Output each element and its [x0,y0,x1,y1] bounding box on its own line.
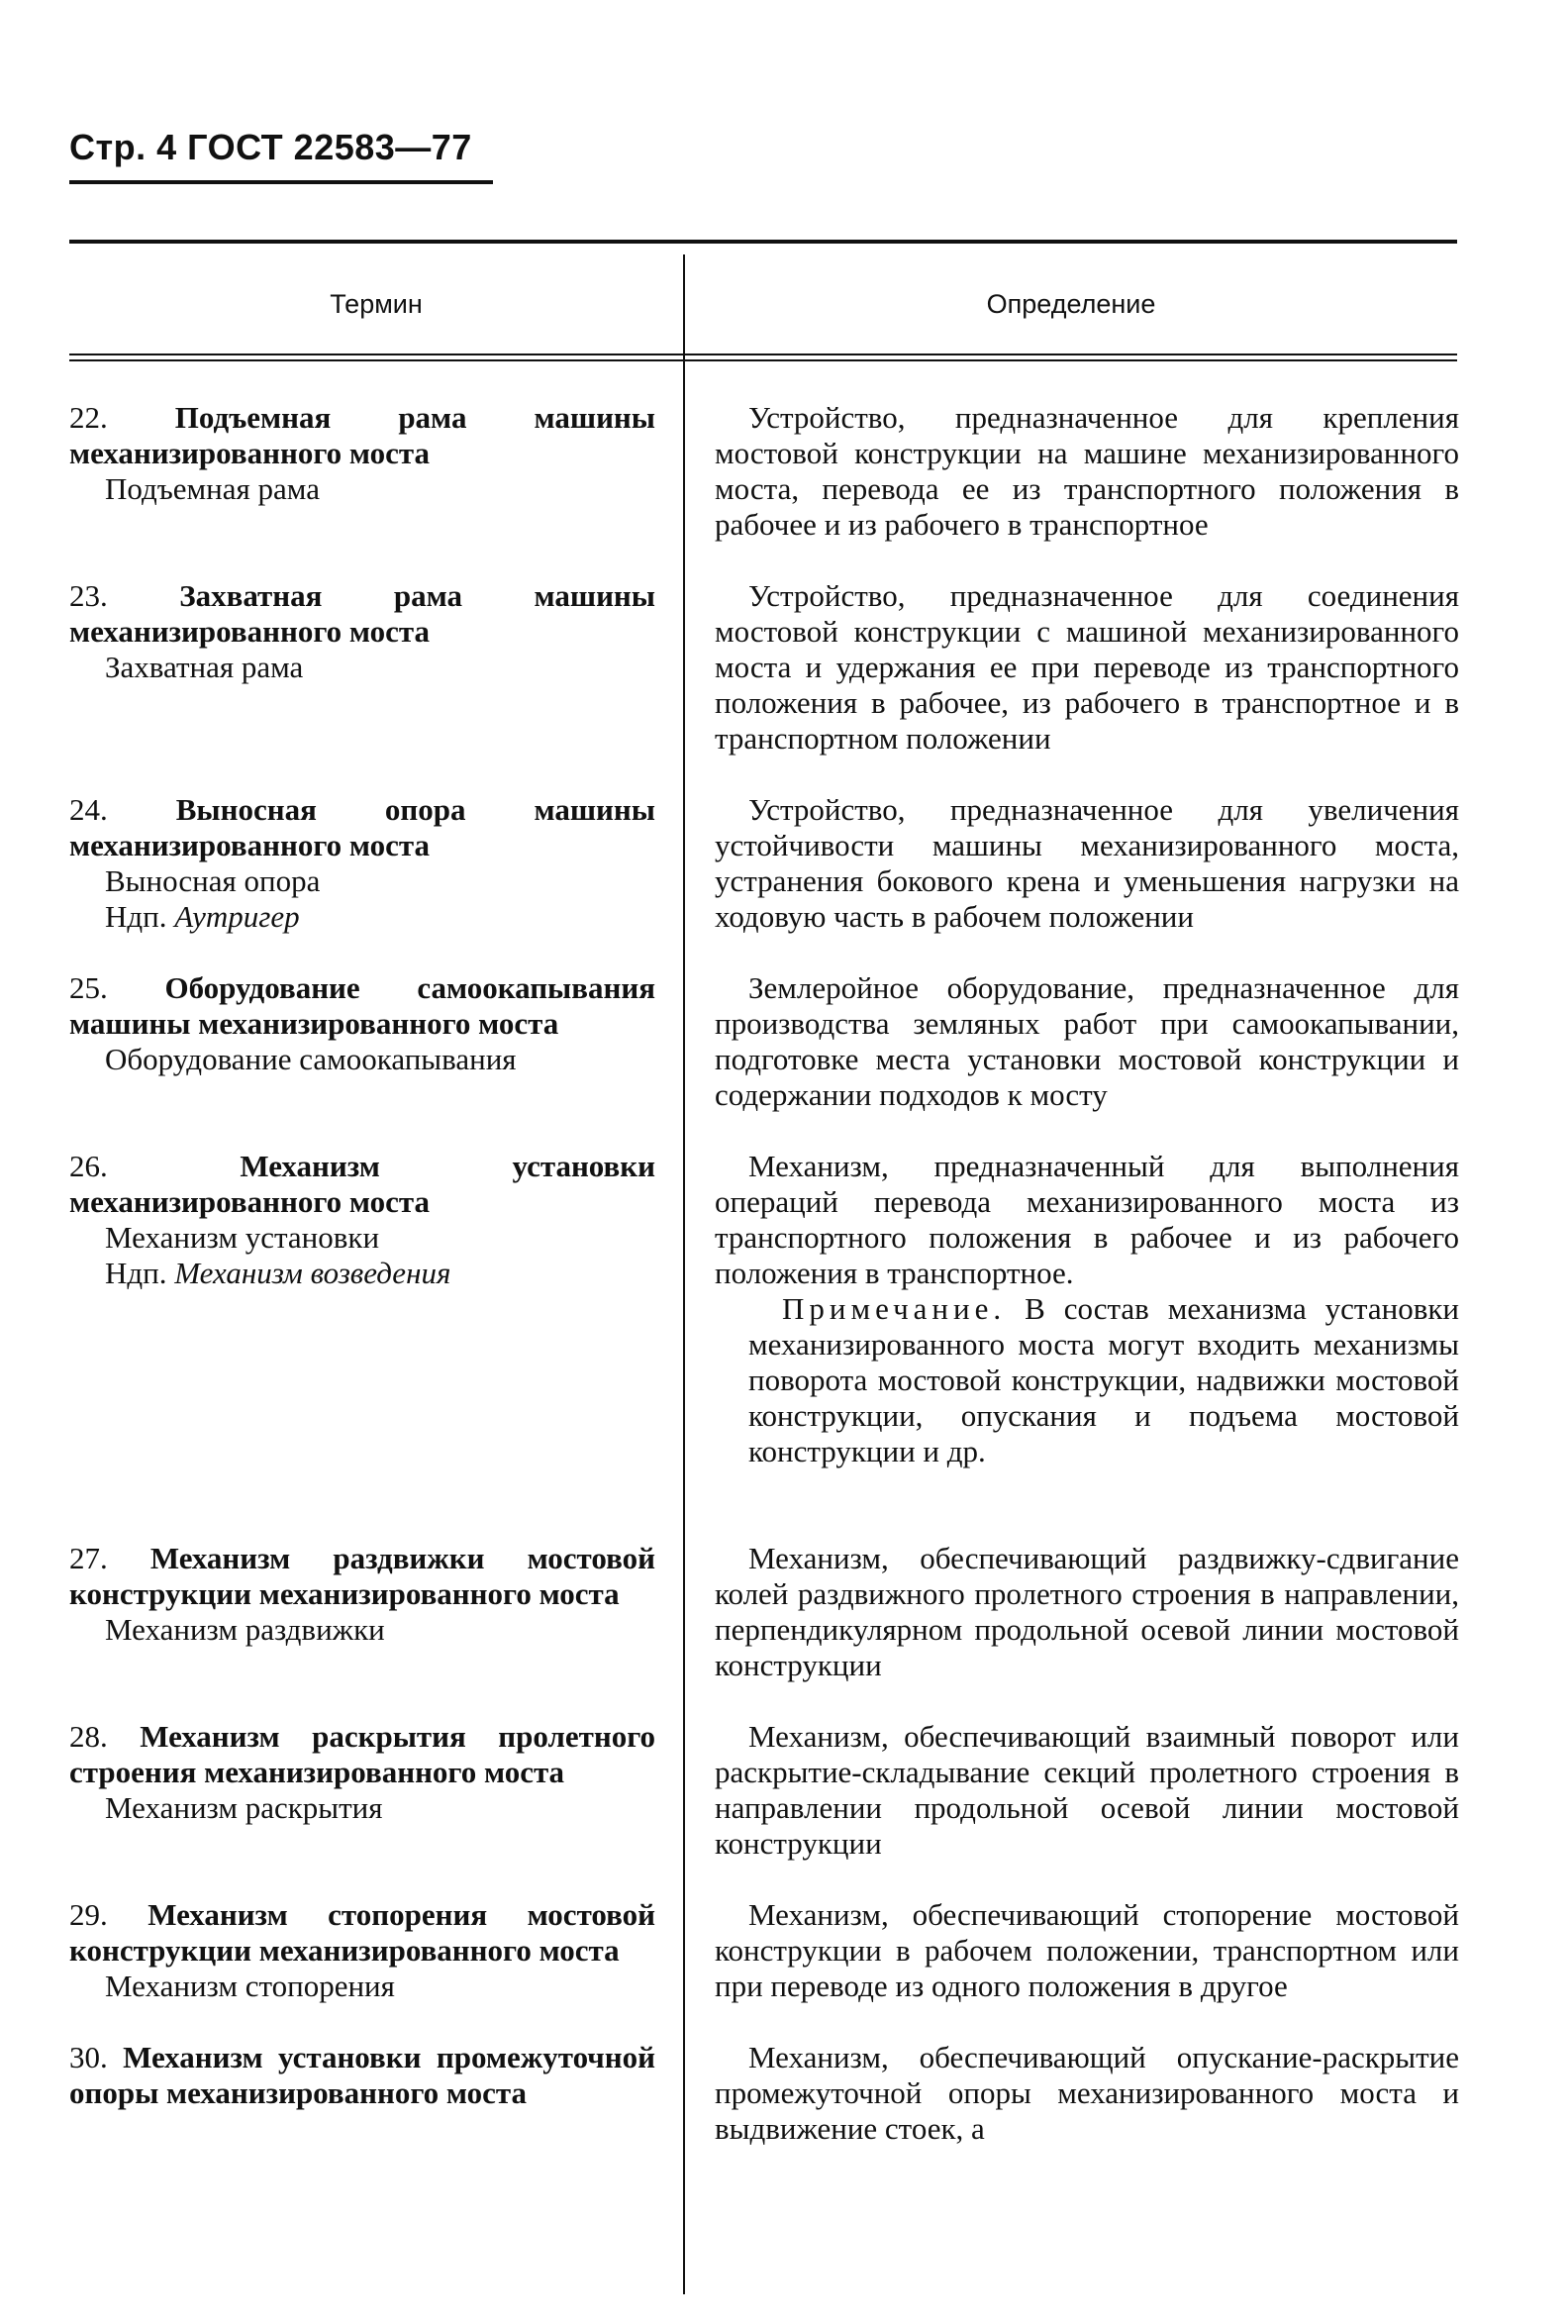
term-short: Подъемная рама [105,471,320,506]
note-label: Примечание. [782,1291,1007,1326]
definition-27: Механизм, обеспечивающий раздвижку-сдвигание колей раздвижного пролетного строения в направлении, перпендикулярном продольной осевой линии мостовой конструкции [715,1541,1459,1682]
definition-24: Устройство, предназначенное для увеличения устойчивости машины механизированного моста, устранения бокового крена и уменьшения нагрузки на ходовую часть в рабочем положении [715,792,1459,934]
term-24 [69,792,655,935]
ndp-line: Ндп. Механизм возведения [105,1256,451,1290]
term-title: 22. Подъемная рама машины механизированного моста [69,400,655,470]
term-short: Механизм стопорения [105,1969,395,2003]
column-header-term: Термин [330,289,423,319]
ndp-term: Механизм возведения [174,1256,451,1290]
term-title: 28. Механизм раскрытия пролетного строения механизированного моста [69,1719,655,1789]
term-short: Механизм установки [105,1220,380,1255]
definition-22: Устройство, предназначенное для крепления мостовой конструкции на машине механизированного моста, перевода ее из транспортного положения в рабочее и из рабочего в транспортное [715,400,1459,542]
note: Примечание. В состав механизма установки механизированного моста могут входить механизмы поворота мостовой конструкции, надвижки мостовой конструкции, опускания и подъема мостовой конструкции и др. [748,1291,1459,1468]
ndp-term: Аутригер [174,899,300,934]
ndp-line: Ндп. Аутригер [105,899,300,934]
term-short: Механизм раскрытия [105,1790,383,1825]
definition-23: Устройство, предназначенное для соединения мостовой конструкции с машиной механизированного моста и удержания ее при переводе из транспортного положения в рабочее, из рабочего в транспортное и в транспортном положении [715,578,1459,756]
term-23 [69,578,655,685]
definition-29: Механизм, обеспечивающий стопорение мостовой конструкции в рабочем положении, транспортном или при переводе из одного положения в другое [715,1897,1459,2003]
term-25 [69,970,655,1077]
term-title: 25. Оборудование самоокапывания машины механизированного моста [69,970,655,1041]
header-double-rule-bottom [69,359,1457,361]
definition-28: Механизм, обеспечивающий взаимный поворот или раскрытие-складывание секций пролетного строения в направлении продольной осевой линии мостовой конструкции [715,1719,1459,1861]
term-27 [69,1541,655,1648]
column-divider [683,254,685,2294]
term-short: Выносная опора [105,863,321,898]
term-29 [69,1897,655,2004]
running-head: Стр. 4 ГОСТ 22583—77 [69,127,472,167]
term-title: 24. Выносная опора машины механизированного моста [69,792,655,862]
definition-25: Землеройное оборудование, предназначенное для производства земляных работ при самоокапывании, подготовке места установки мостовой конструкции и содержании подходов к мосту [715,970,1459,1112]
term-26 [69,1149,655,1291]
term-title: 30. Механизм установки промежуточной опоры механизированного моста [69,2040,655,2110]
term-short: Механизм раздвижки [105,1612,385,1647]
term-title: 27. Механизм раздвижки мостовой конструкции механизированного моста [69,1541,655,1611]
definition-26: Механизм, предназначенный для выполнения операций перевода механизированного моста из транспортного положения в рабочее и из рабочего положения в транспортное. Примечание. В состав механизма установки механизированного моста могут входить механизмы поворота мостовой конструкции, надвижки мостовой конструкции, опускания и подъема мостовой конструкции и др. [715,1149,1459,1468]
term-22 [69,400,655,507]
definition-30: Механизм, обеспечивающий опускание-раскрытие промежуточной опоры механизированного моста и выдвижение стоек, а [715,2040,1459,2146]
term-title: 26. Механизм установки механизированного моста [69,1149,655,1219]
term-short: Захватная рама [105,650,304,684]
term-30 [69,2040,655,2111]
term-title: 23. Захватная рама машины механизированного моста [69,578,656,649]
header-double-rule-top [69,354,1457,355]
column-header-definition: Определение [986,289,1156,319]
header-rule [69,180,493,184]
term-short: Оборудование самоокапывания [105,1042,517,1076]
term-28 [69,1719,655,1826]
table-top-rule [69,240,1457,244]
term-title: 29. Механизм стопорения мостовой конструкции механизированного моста [69,1897,656,1968]
